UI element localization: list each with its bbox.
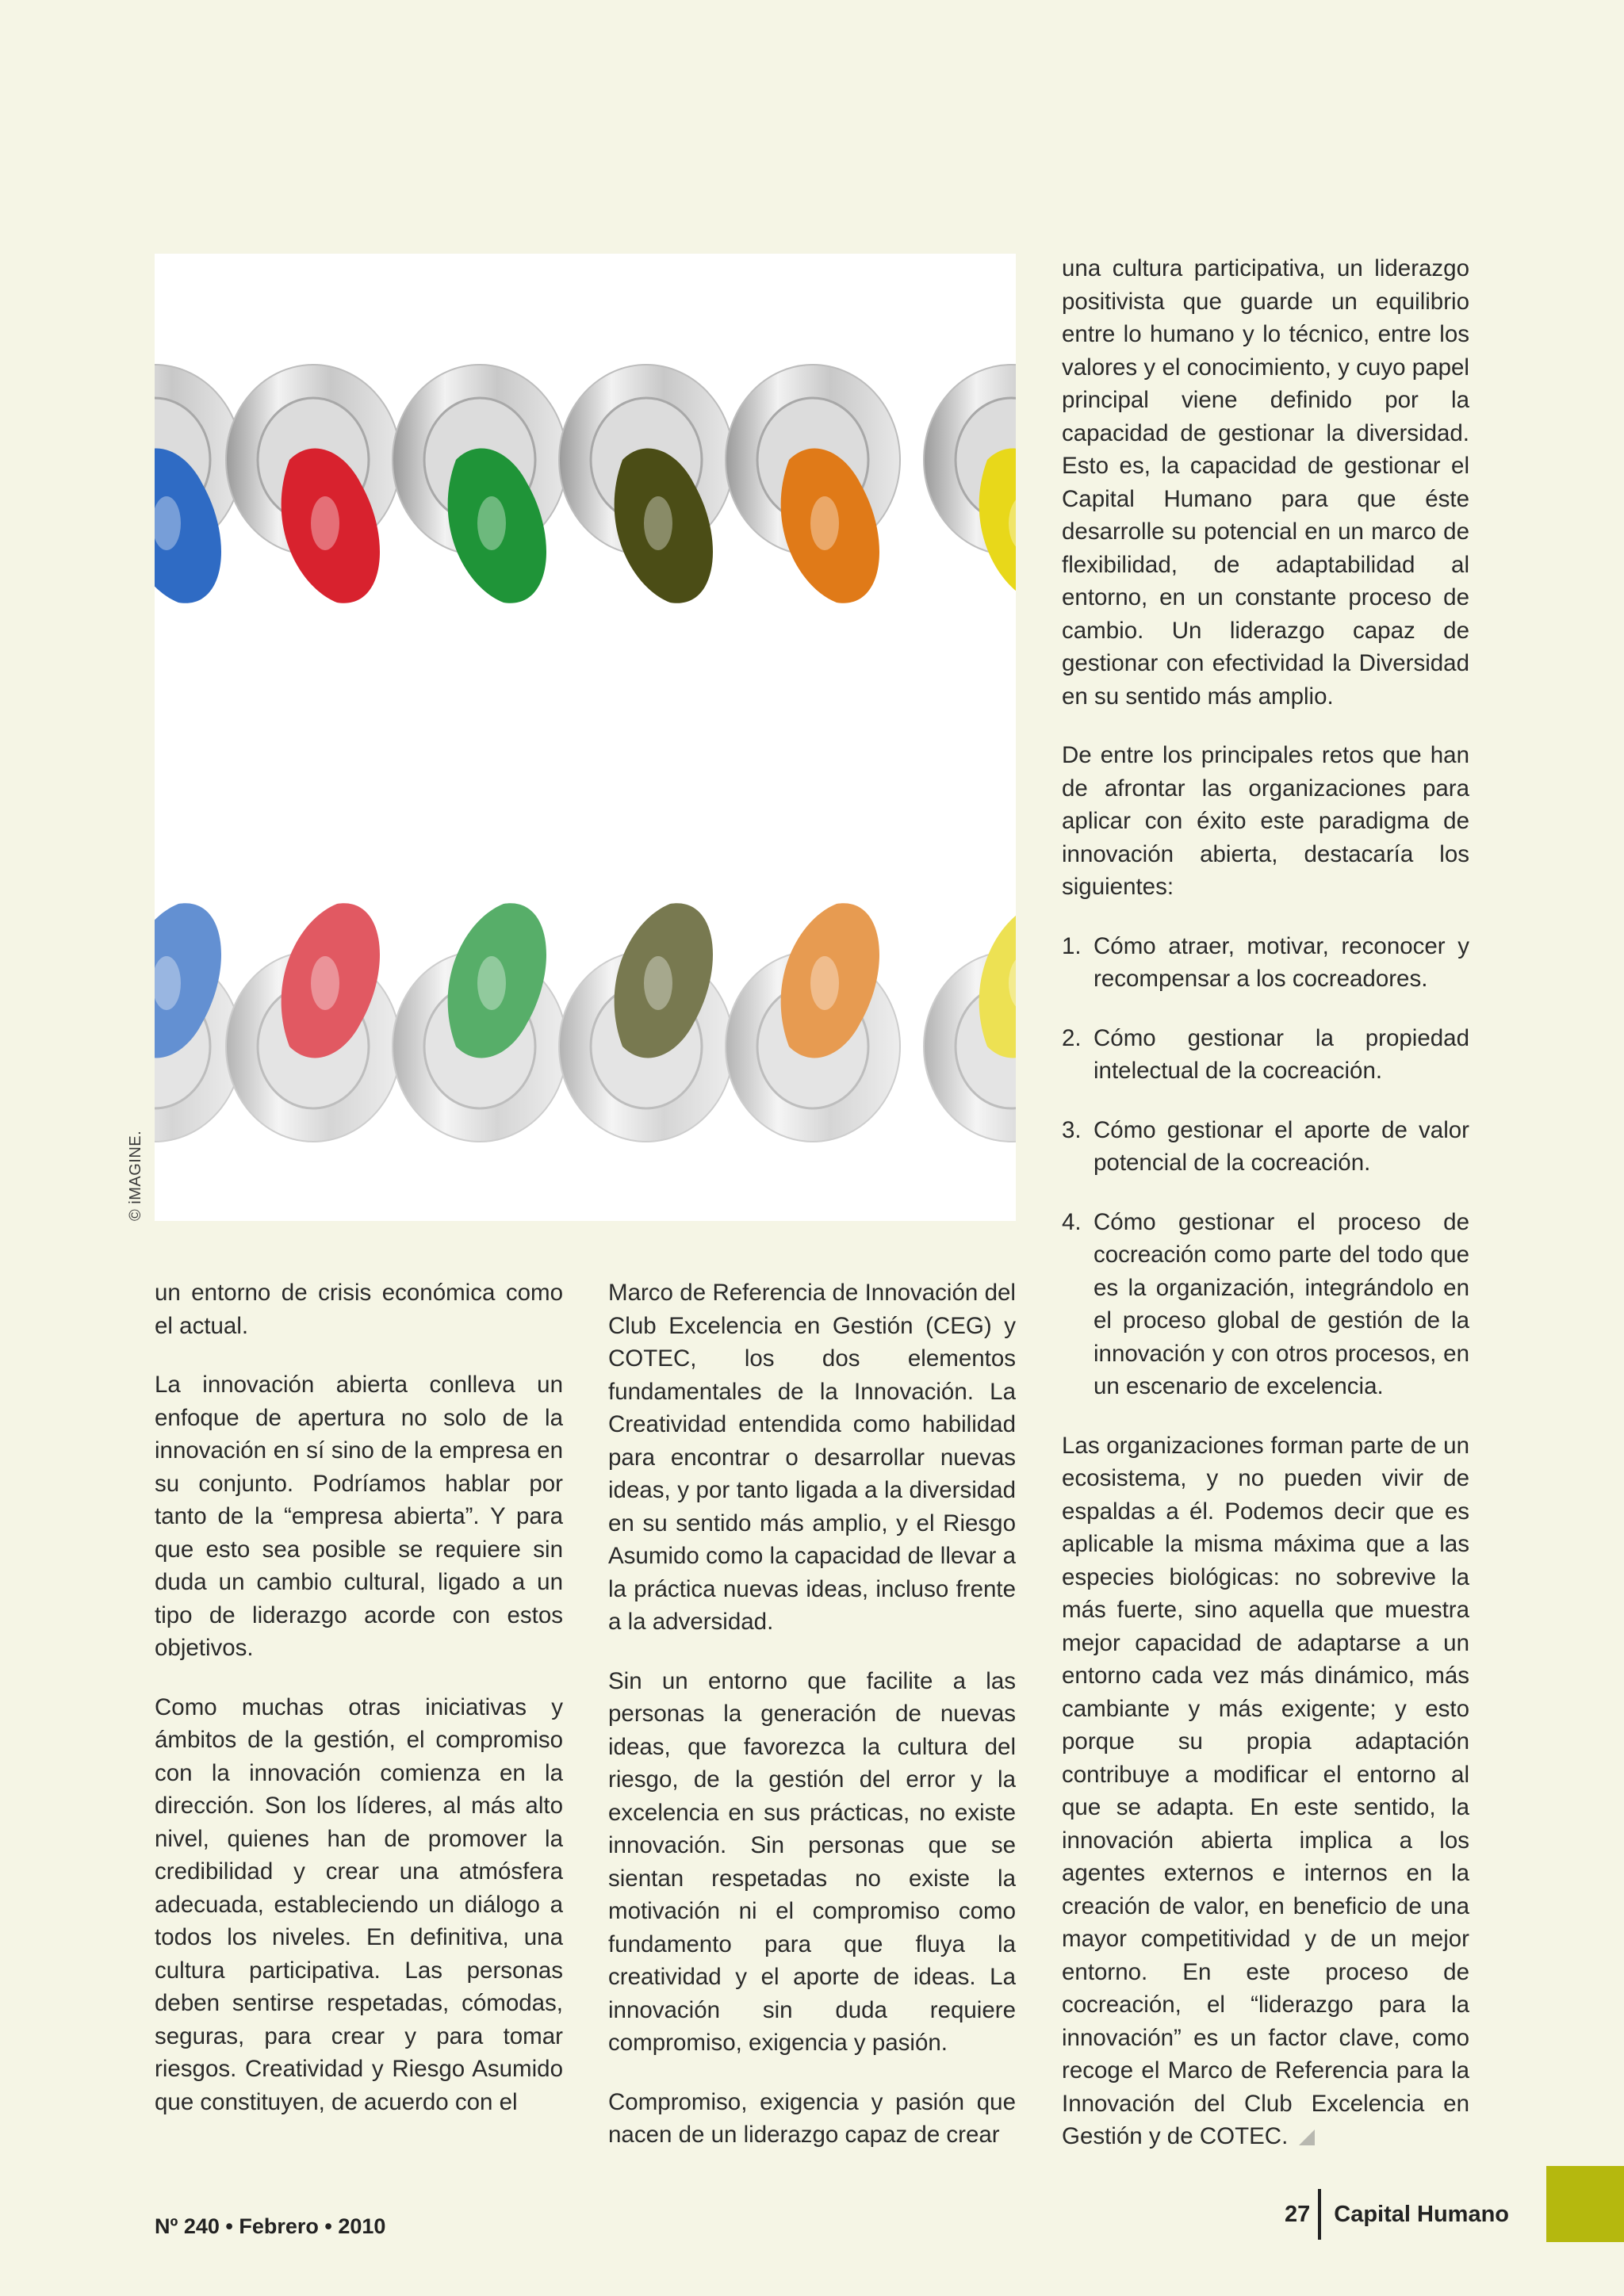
col2-paragraph-1: Marco de Referencia de Innovación del Club Excelencia en Gestión (CEG) y COTEC, los dos elementos fundamentales de la Innovación. La Creatividad entendida como habilidad para encontrar o desarrollar nuevas ideas, y por tanto ligada a la diversidad en su sentido más amplio, y el Riesgo Asumido como la capacidad de llevar a la práctica nuevas ideas, incluso frente a la adversidad. [608, 1280, 1016, 1635]
paint-tube [726, 365, 900, 603]
paint-tube [393, 365, 567, 603]
col3-paragraph-3: Las organizaciones forman parte de un ecosistema, y no pueden vivir de espaldas a él. Podemos decir que es aplicable la misma máxima que a las especies biológicas: no sobrevive la más fuerte, sino aquella que muestra mejor capacidad de adaptarse a un entorno cada vez más dinámico, más cambiante y más exigente; y esto porque su propia adaptación contribuye a modificar el entorno al que se adapta. En este sentido, la innovación abierta implica a los agentes externos e internos en la creación de valor, en beneficio de una mayor competitividad y de un mejor entorno. En este proceso de cocreación, el “liderazgo para la innovación” es un factor clave, como recoge el Marco de Referencia para la Innovación del Club Excelencia en Gestión y de COTEC. [1062, 1432, 1469, 2149]
column-2 [608, 1276, 1016, 2152]
section-name: Capital Humano [1334, 2201, 1510, 2227]
challenges-list [1062, 930, 1469, 1403]
col1-paragraph-3: Como muchas otras iniciativas y ámbitos de la gestión, el compromiso con la innovación comienza en la dirección. Son los líderes, al más alto nivel, quienes han de promover la credibilidad y crear una atmósfera adecuada, estableciendo un diálogo a todos los niveles. En definitiva, una cultura participativa. Las personas deben sentirse respetadas, cómodas, seguras, para crear y para tomar riesgos. Creatividad y Riesgo Asumido que constituyen, de acuerdo con el [155, 1693, 563, 2115]
footer-divider [1318, 2189, 1321, 2240]
page-footer [1285, 2187, 1509, 2242]
end-of-article-icon [1299, 2130, 1315, 2145]
paint-tube [226, 365, 400, 603]
paint-tubes-illustration [155, 254, 1016, 1221]
tube-row-top [155, 365, 1016, 603]
paint-tube [924, 903, 1016, 1142]
list-item: 2. Cómo gestionar la propiedad intelectual de la cocreación. [1062, 1024, 1469, 1084]
col1-paragraph-2: La innovación abierta conlleva un enfoque de apertura no solo de la innovación en sí sino de la empresa en su conjunto. Podríamos hablar por tanto de la “empresa abierta”. Y para que esto sea posible se requiere sin duda un cambio cultural, ligado a un tipo de liderazgo acorde con estos objetivos. [155, 1372, 563, 1661]
paint-tube [226, 903, 400, 1142]
page-number: 27 [1285, 2201, 1311, 2227]
photo-credit: © iMAGINE. [127, 1130, 144, 1221]
paint-tube [393, 903, 567, 1142]
col2-paragraph-3: Compromiso, exigencia y pasión que nacen de un liderazgo capaz de crear [608, 2088, 1016, 2148]
paint-tubes-photo [155, 254, 1016, 1221]
list-item: 4. Cómo gestionar el proceso de cocreación como parte del todo que es la organización, integrándolo en el proceso global de gestión de la innovación y con otros procesos, en un escenario de excelencia. [1062, 1208, 1469, 1399]
col2-paragraph-2: Sin un entorno que facilite a las personas la generación de nuevas ideas, que favorezca la cultura del riesgo, de la gestión del error y la excelencia en sus prácticas, no existe innovación. Sin personas que se sientan respetadas no existe la motivación ni el compromiso como fundamento para que fluya la creatividad y el aporte de ideas. La innovación sin duda requiere compromiso, exigencia y pasión. [608, 1667, 1016, 2056]
accent-block [1546, 2166, 1624, 2242]
list-item: 1. Cómo atraer, motivar, reconocer y recompensar a los cocreadores. [1062, 932, 1469, 992]
column-3 [1062, 252, 1469, 2153]
paint-tube [559, 903, 733, 1142]
issue-info: Nº 240 • Febrero • 2010 [155, 2214, 386, 2238]
tube-row-reflection [155, 903, 1016, 1142]
column-1 [155, 1276, 563, 2118]
paint-tube [924, 365, 1016, 603]
col3-paragraph-2: De entre los principales retos que han de afrontar las organizaciones para aplicar con éxito este paradigma de innovación abierta, destacaría los siguientes: [1062, 742, 1469, 900]
list-item: 3. Cómo gestionar el aporte de valor potencial de la cocreación. [1062, 1116, 1469, 1176]
paint-tube [726, 903, 900, 1142]
col3-paragraph-1: una cultura participativa, un liderazgo positivista que guarde un equilibrio entre lo humano y lo técnico, entre los valores y el conocimiento, y cuyo papel principal viene definido por la capacidad de gestionar la diversidad. Esto es, la capacidad de gestionar el Capital Humano para que éste desarrolle su potencial en un marco de flexibilidad, de adaptabilidad al entorno, en un constante proceso de cambio. Un liderazgo capaz de gestionar con efectividad la Diversidad en su sentido más amplio. [1062, 255, 1469, 710]
paint-tube [559, 365, 733, 603]
col1-paragraph-1: un entorno de crisis económica como el actual. [155, 1280, 563, 1339]
